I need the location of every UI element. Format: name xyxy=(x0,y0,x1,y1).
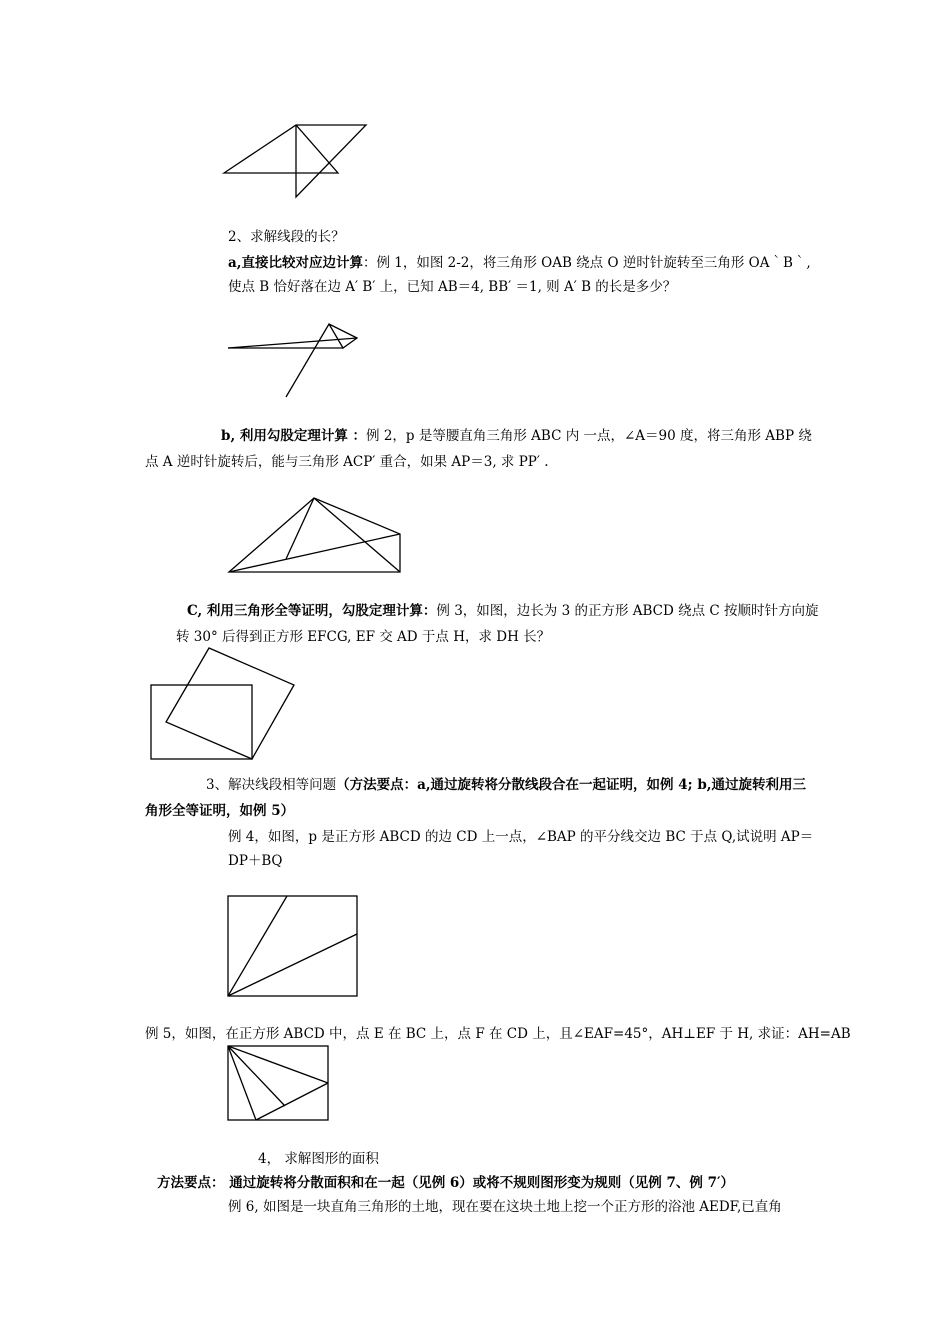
example2-text: 例 2，p 是等腰直角三角形 ABC 内 一点，∠A＝90 度，将三角形 ABP 绕 xyxy=(366,428,812,444)
example2-paragraph-line2: 点 A 逆时针旋转后，能与三角形 ACP′ 重合，如果 AP＝3, 求 PP′ . xyxy=(145,454,549,470)
section2-title: 2、求解线段的长？ xyxy=(228,229,345,245)
example1-paragraph-line2: 使点 B 恰好落在边 A′ B′ 上，已知 AB＝4, BB′ ＝1, 则 A′ B 的长是多少？ xyxy=(228,279,677,295)
section3-title: 3、解决线段相等问题 xyxy=(206,777,337,793)
example4-paragraph-line1: 例 4，如图，p 是正方形 ABCD 的边 CD 上一点，∠BAP 的平分线交边 BC 于点 Q,试说明 AP＝ xyxy=(228,829,814,845)
section3-method-line1: （方法要点：a,通过旋转将分散线段合在一起证明，如例 4; b,通过旋转利用三 xyxy=(336,777,806,793)
example3-paragraph-line2: 转 30° 后得到正方形 EFCG, EF 交 AD 于点 H，求 DH 长？ xyxy=(176,629,551,645)
example4-paragraph-line2: DP＋BQ xyxy=(228,853,283,869)
section4-method: 方法要点： 通过旋转将分散面积和在一起（见例 6）或将不规则图形变为规则（见例 7、例 7′） xyxy=(157,1175,735,1191)
method-b-heading: b, 利用勾股定理计算 ： xyxy=(221,428,367,444)
example1-text: ：例 1，如图 2-2，将三角形 OAB 绕点 O 逆时针旋转至三角形 OA｀B｀, xyxy=(362,255,811,271)
method-c-heading: C, 利用三角形全等证明，勾股定理计算： xyxy=(187,603,437,619)
example6-paragraph: 例 6, 如图是一块直角三角形的土地，现在要在这块土地上挖一个正方形的浴池 AEDF,已直角 xyxy=(228,1199,782,1215)
method-a-heading: a,直接比较对应边计算 xyxy=(228,255,363,271)
section3-method-line2: 角形全等证明，如例 5） xyxy=(145,803,295,819)
example3-text: 例 3，如图，边长为 3 的正方形 ABCD 绕点 C 按顺时针方向旋 xyxy=(436,603,819,619)
section4-title: 4， 求解图形的面积 xyxy=(258,1151,379,1167)
example5-paragraph: 例 5，如图，在正方形 ABCD 中，点 E 在 BC 上，点 F 在 CD 上，且∠EAF=45°，AH⊥EF 于 H, 求证：AH=AB xyxy=(145,1026,851,1042)
